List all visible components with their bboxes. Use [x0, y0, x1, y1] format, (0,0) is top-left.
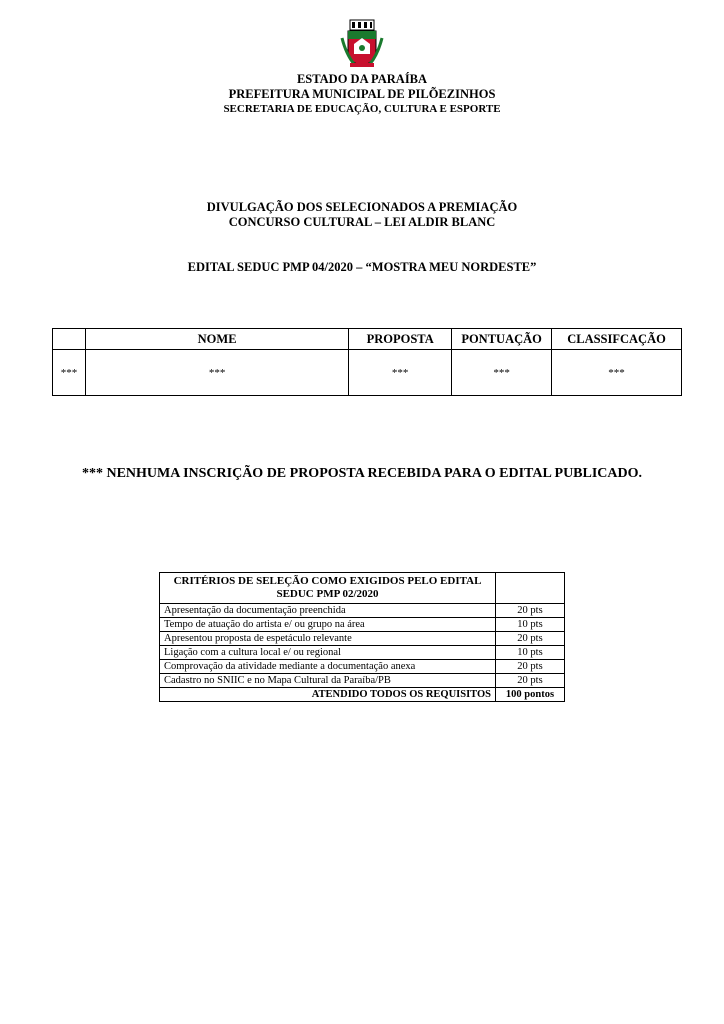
cell-index: ***	[53, 350, 86, 396]
criteria-header: CRITÉRIOS DE SELEÇÃO COMO EXIGIDOS PELO EDITAL SEDUC PMP 02/2020	[160, 573, 496, 604]
criterion-label: Ligação com a cultura local e/ ou regional	[160, 646, 496, 660]
total-label: ATENDIDO TODOS OS REQUISITOS	[160, 688, 496, 702]
secretariat-name: SECRETARIA DE EDUCAÇÃO, CULTURA E ESPORTE	[223, 103, 501, 115]
table-row	[160, 632, 565, 646]
criterion-points: 10 pts	[496, 618, 565, 632]
criterion-label: Comprovação da atividade mediante a documentação anexa	[160, 660, 496, 674]
table-row	[53, 350, 682, 396]
edital-title: EDITAL SEDUC PMP 04/2020 – “MOSTRA MEU NORDESTE”	[187, 260, 537, 274]
criteria-header-points	[496, 573, 565, 604]
table-row	[160, 604, 565, 618]
header-pontuacao: PONTUAÇÃO	[452, 329, 552, 350]
city-hall-name: PREFEITURA MUNICIPAL DE PILÕEZINHOS	[228, 87, 496, 101]
header-index	[53, 329, 86, 350]
title-line-1: DIVULGAÇÃO DOS SELECIONADOS A PREMIAÇÃO	[206, 200, 518, 214]
criterion-points: 20 pts	[496, 632, 565, 646]
criterion-label: Apresentação da documentação preenchida	[160, 604, 496, 618]
criterion-points: 10 pts	[496, 646, 565, 660]
criterion-points: 20 pts	[496, 674, 565, 688]
municipal-crest-icon	[340, 18, 384, 68]
criterion-points: 20 pts	[496, 604, 565, 618]
criteria-header-row	[160, 573, 565, 604]
header-classificacao: CLASSIFCAÇÃO	[552, 329, 682, 350]
cell-classificacao: ***	[552, 350, 682, 396]
state-name: ESTADO DA PARAÍBA	[296, 72, 428, 86]
criteria-table	[159, 572, 565, 702]
criterion-label: Tempo de atuação do artista e/ ou grupo na área	[160, 618, 496, 632]
document-title	[0, 200, 724, 230]
results-header-row	[53, 329, 682, 350]
no-submissions-notice: *** NENHUMA INSCRIÇÃO DE PROPOSTA RECEBIDA PARA O EDITAL PUBLICADO.	[81, 466, 643, 481]
document-header	[0, 72, 724, 116]
criterion-label: Apresentou proposta de espetáculo relevante	[160, 632, 496, 646]
total-points: 100 pontos	[496, 688, 565, 702]
table-row	[160, 674, 565, 688]
cell-pontuacao: ***	[452, 350, 552, 396]
cell-proposta: ***	[349, 350, 452, 396]
criterion-label: Cadastro no SNIIC e no Mapa Cultural da Paraíba/PB	[160, 674, 496, 688]
criterion-points: 20 pts	[496, 660, 565, 674]
table-row	[160, 618, 565, 632]
table-row	[160, 646, 565, 660]
header-proposta: PROPOSTA	[349, 329, 452, 350]
title-line-2: CONCURSO CULTURAL – LEI ALDIR BLANC	[228, 215, 496, 229]
criteria-total-row	[160, 688, 565, 702]
table-row	[160, 660, 565, 674]
cell-nome: ***	[85, 350, 348, 396]
header-nome: NOME	[85, 329, 348, 350]
results-table	[52, 328, 682, 396]
